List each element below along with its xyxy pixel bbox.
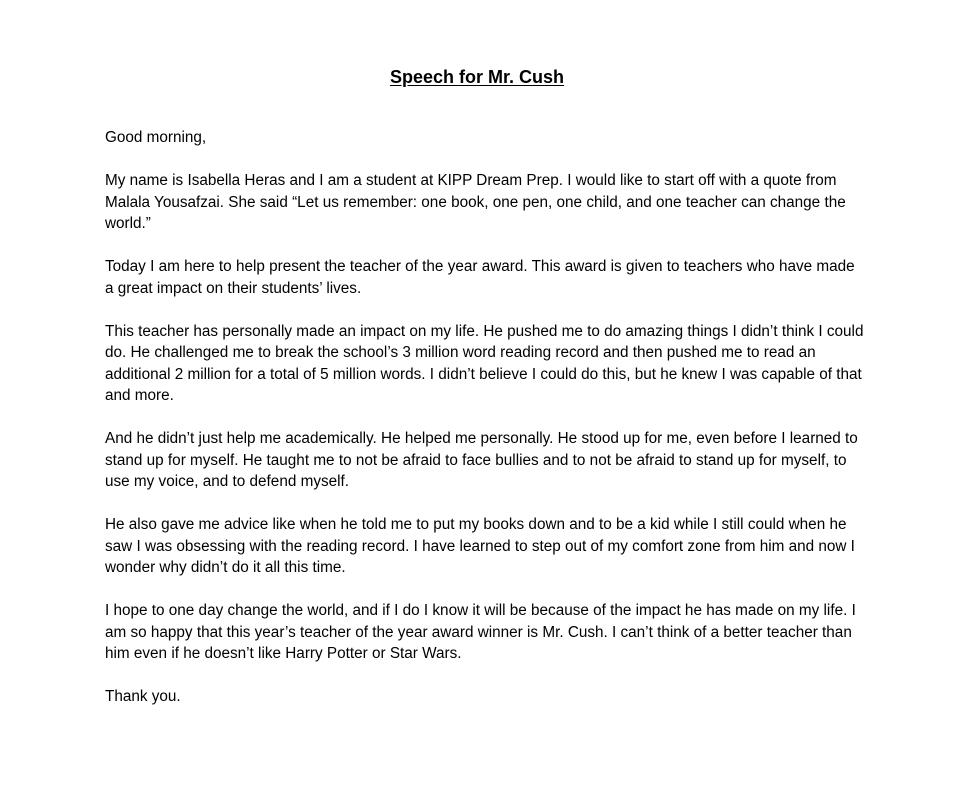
document-title: Speech for Mr. Cush: [389, 67, 565, 87]
closing-line: Thank you.: [105, 688, 181, 705]
greeting-line: Good morning,: [105, 129, 207, 146]
paragraph-introduction: My name is Isabella Heras and I am a student at KIPP Dream Prep. I would like to start off with a quote from Malala Yousafzai. She said “Let us remember: one book, one pen, one child, and one teacher can change the world.”: [105, 172, 846, 232]
paragraph-impact: This teacher has personally made an impact on my life. He pushed me to do amazing things I didn’t think I could do. He challenged me to break the school’s 3 million word reading record and then pushed me to read an additional 2 million for a total of 5 million words. I didn’t believe I could do this, but he knew I was capable of that and more.: [105, 322, 864, 404]
paragraph-personal-help: And he didn’t just help me academically. He helped me personally. He stood up for me, even before I learned to stand up for myself. He taught me to not be afraid to face bullies and to not be afraid to stand up for myself, to use my voice, and to defend myself.: [105, 430, 858, 490]
paragraph-award: Today I am here to help present the teacher of the year award. This award is given to teachers who have made a great impact on their students’ lives.: [105, 258, 855, 297]
document-body: [105, 127, 865, 729]
paragraph-advice: He also gave me advice like when he told me to put my books down and to be a kid while I still could when he saw I was obsessing with the reading record. I have learned to step out of my comfort zone from him and now I wonder why didn’t do it all this time.: [105, 516, 855, 576]
paragraph-conclusion: I hope to one day change the world, and if I do I know it will be because of the impact he has made on my life. I am so happy that this year’s teacher of the year award winner is Mr. Cush. I can’t think of a better teacher than him even if he doesn’t like Harry Potter or Star Wars.: [105, 602, 856, 662]
